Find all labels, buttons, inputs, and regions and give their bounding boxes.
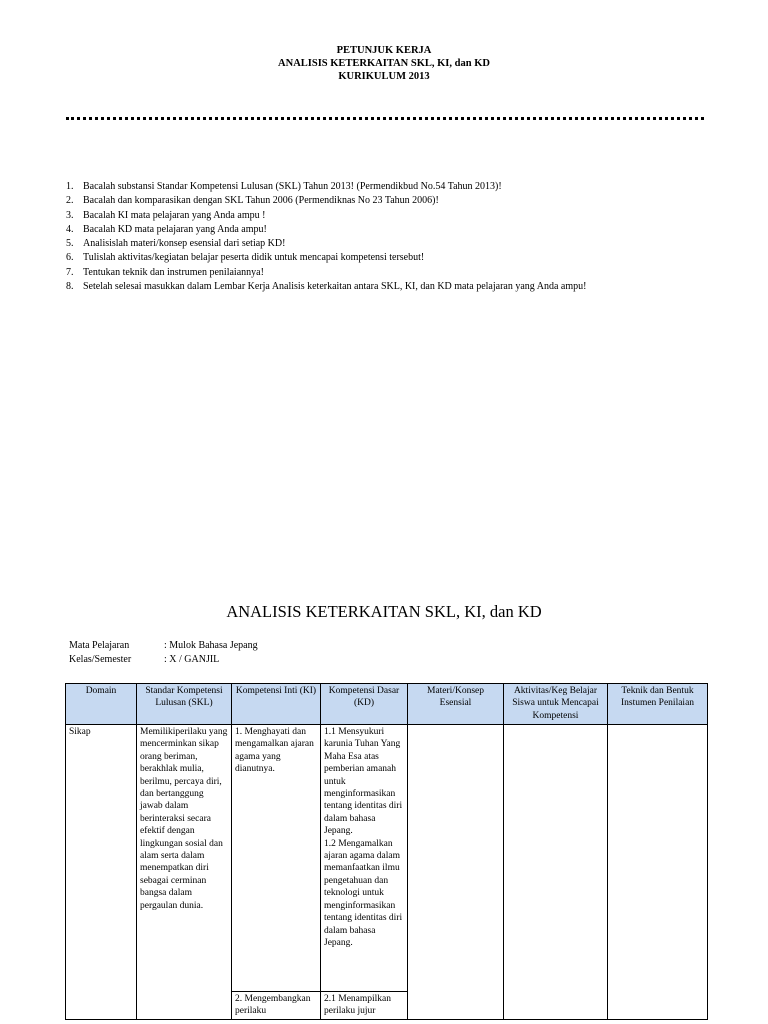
dotted-divider [66,117,704,120]
instruction-item: 1. Bacalah substansi Standar Kompetensi Lulusan (SKL) Tahun 2013! (Permendikbud No.54 Tahun 2013)! [66,181,502,192]
table-row [66,725,708,992]
header-ki: Kompetensi Inti (KI) [232,684,321,725]
cell-kd-2: 2.1 Menampilkan perilaku jujur [321,992,408,1020]
kd-1-1: 1.1 Mensyukuri karunia Tuhan Yang Maha Esa atas pemberian amanah untuk menginformasikan tentang identitas diri dalam bahasa Jepang. [324,727,403,837]
subject-value: : Mulok Bahasa Jepang [164,640,258,651]
header-aktivitas: Aktivitas/Keg Belajar Siswa untuk Mencapai Kompetensi [504,684,608,725]
analysis-table [65,683,708,1020]
cell-skl: Memilikiperilaku yang mencerminkan sikap orang beriman, berakhlak mulia, berilmu, percaya diri, dan bertanggung jawab dalam berinteraksi secara efektif dengan lingkungan sosial dan alam serta dalam menempatkan diri sebagai cerminan bangsa dalam pergaulan dunia. [137,725,232,1020]
instruction-item: 8. Setelah selesai masukkan dalam Lembar Kerja Analisis keterkaitan antara SKL, KI, dan KD mata pelajaran yang Anda ampu! [66,281,587,293]
subject-label: Mata Pelajaran [69,640,130,651]
cell-ki-1: 1. Menghayati dan mengamalkan ajaran agama yang dianutnya. [232,725,321,992]
section-title: ANALISIS KETERKAITAN SKL, KI, dan KD [226,602,542,621]
header-skl: Standar Kompetensi Lulusan (SKL) [137,684,232,725]
cell-teknik[interactable] [608,725,708,1020]
header-kd: Kompetensi Dasar (KD) [321,684,408,725]
cell-ki-2: 2. Mengembangkan perilaku [232,992,321,1020]
instruction-item: 2. Bacalah dan komparasikan dengan SKL Tahun 2006 (Permendiknas No 23 Tahun 2006)! [66,195,439,207]
subject-meta [69,639,258,666]
cell-aktivitas[interactable] [504,725,608,1020]
class-semester-value: : X / GANJIL [164,653,220,665]
header-teknik: Teknik dan Bentuk Instumen Penilaian [608,684,708,725]
instruction-item: 3. Bacalah KI mata pelajaran yang Anda ampu ! [66,209,266,221]
instruction-item: 7. Tentukan teknik dan instrumen penilaiannya! [66,266,264,278]
table-header-row [66,684,708,725]
document-header [0,44,768,83]
cell-kd-1 [321,725,408,992]
header-line-2: ANALISIS KETERKAITAN SKL, KI, dan KD [278,58,490,69]
instruction-list [66,180,586,294]
class-semester-label: Kelas/Semester [69,653,132,665]
instruction-item: 4. Bacalah KD mata pelajaran yang Anda ampu! [66,223,267,235]
header-materi: Materi/Konsep Esensial [408,684,504,725]
header-line-3: KURIKULUM 2013 [338,71,430,82]
instruction-item: 5. Analisislah materi/konsep esensial dari setiap KD! [66,238,286,250]
kd-1-2: 1.2 Mengamalkan ajaran agama dalam memanfaatkan ilmu pengetahuan dan teknologi untuk menginformasikan tentang identitas diri dalam bahasa Jepang. [324,838,403,948]
header-domain: Domain [66,684,137,725]
cell-domain: Sikap [66,725,137,1020]
instruction-item: 6. Tulislah aktivitas/kegiatan belajar peserta didik untuk mencapai kompetensi tersebut! [66,252,425,264]
header-line-1: PETUNJUK KERJA [336,45,432,56]
cell-materi[interactable] [408,725,504,1020]
